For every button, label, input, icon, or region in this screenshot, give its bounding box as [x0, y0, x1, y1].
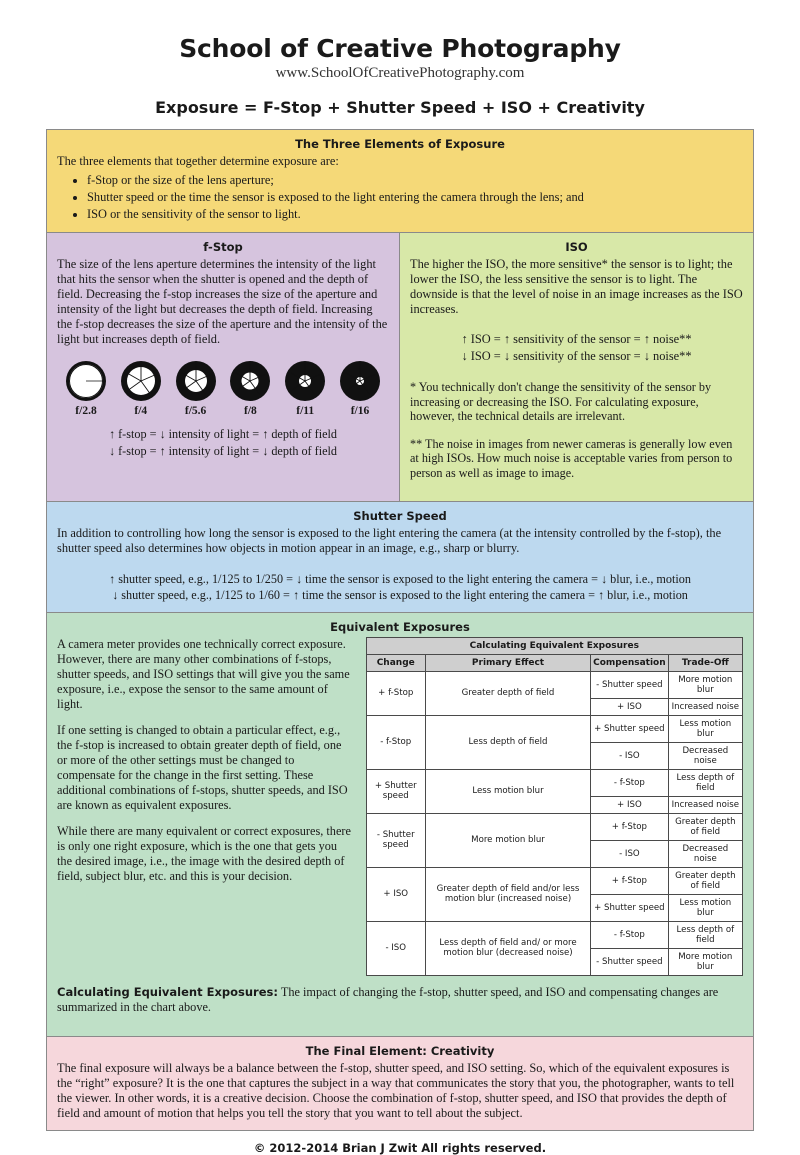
copyright-notice: © 2012-2014 Brian J Zwit All rights reserved.: [253, 1141, 547, 1155]
list-item: • f-Stop or the size of the lens aperture;: [87, 172, 743, 188]
table-description-text: The impact of changing the f-stop, shutter speed, and ISO and compensating changes are summarized in the chart above.: [57, 984, 719, 1014]
shutter-rule-up: ↑ shutter speed, e.g., 1/125 to 1/250 = ↓ time the sensor is exposed to the light entering the camera = ↓ blur, i.e., motion: [109, 571, 691, 586]
cell-tradeoff: More motion blur: [668, 948, 742, 975]
cell-compensation: - Shutter speed: [591, 948, 669, 975]
table-row: [366, 769, 742, 796]
cell-compensation: + Shutter speed: [591, 894, 669, 921]
table-row: [366, 715, 742, 742]
shutter-rules: [57, 571, 743, 604]
cell-compensation: - ISO: [591, 742, 669, 769]
equivalent-paragraph: If one setting is changed to obtain a particular effect, e.g., the f-stop is increased to obtain greater depth of field, one or more of the other settings must be changed to compensate for the change in the first setting. These additional combinations of f-stops, shutter speeds, and ISO are known as equivalent exposures.: [57, 722, 348, 812]
page-title: School of Creative Photography: [179, 34, 621, 63]
cell-effect: More motion blur: [425, 813, 590, 867]
final-title: The Final Element: Creativity: [305, 1043, 495, 1058]
table-description: [57, 985, 743, 1015]
equivalent-title: Equivalent Exposures: [330, 619, 470, 634]
aperture-item: [280, 359, 330, 417]
cell-change: + ISO: [366, 867, 425, 921]
aperture-item: [116, 359, 166, 417]
cell-tradeoff: Less motion blur: [668, 715, 742, 742]
cell-tradeoff: Increased noise: [668, 698, 742, 715]
aperture-item: [225, 359, 275, 417]
fstop-title: f-Stop: [203, 239, 243, 254]
aperture-item: [335, 359, 385, 417]
three-elements-title: The Three Elements of Exposure: [295, 137, 505, 151]
shutter-body: In addition to controlling how long the sensor is exposed to the light entering the camera (at the intensity controlled by the f-stop), the shutter speed also determines how objects in motion appear in an image, e.g., sharp or blurry.: [57, 526, 722, 556]
aperture-icon: [171, 359, 221, 403]
cell-compensation: - Shutter speed: [591, 671, 669, 698]
site-url: www.SchoolOfCreativePhotography.com: [275, 65, 525, 81]
equivalent-text: [57, 637, 354, 976]
cell-compensation: - f-Stop: [591, 921, 669, 948]
cell-change: - Shutter speed: [366, 813, 425, 867]
cell-effect: Less depth of field: [425, 715, 590, 769]
cell-tradeoff: Decreased noise: [668, 840, 742, 867]
fstop-rule-up: ↑ f-stop = ↓ intensity of light = ↑ depth of field: [108, 427, 338, 442]
aperture-icon: [225, 359, 275, 403]
table-row: [366, 671, 742, 698]
fstop-column: [47, 233, 400, 502]
cell-effect: Greater depth of field and/or less motion blur (increased noise): [425, 867, 590, 921]
cell-tradeoff: Less depth of field: [668, 769, 742, 796]
column-header: Trade-Off: [668, 654, 742, 671]
cell-change: + Shutter speed: [366, 769, 425, 813]
iso-rule-down: ↓ ISO = ↓ sensitivity of the sensor = ↓ noise**: [461, 349, 692, 364]
iso-footnote-1: * You technically don't change the sensitivity of the sensor by increasing or decreasing the ISO. For calculating exposure, however, the technical details are irrelevant.: [410, 379, 712, 424]
three-elements-intro: The three elements that together determine exposure are:: [57, 154, 339, 168]
aperture-label: f/2.8: [75, 405, 97, 418]
cell-compensation: - ISO: [591, 840, 669, 867]
list-item: • Shutter speed or the time the sensor is exposed to the light entering the camera through the lens; and: [87, 189, 743, 205]
iso-rule-up: ↑ ISO = ↑ sensitivity of the sensor = ↑ noise**: [461, 332, 692, 346]
cell-tradeoff: More motion blur: [668, 671, 742, 698]
column-header: Primary Effect: [425, 654, 590, 671]
shutter-title: Shutter Speed: [353, 509, 447, 524]
fstop-body: The size of the lens aperture determines the intensity of the light that hits the sensor when the shutter is opened and the depth of field. Decreasing the f-stop increases the size of the aperture and intensity of the light but decreases the depth of field. Increasing the f-stop decreases the size of the aperture and the intensity of the light but increases depth of field.: [57, 256, 388, 347]
section-final-element: [46, 1037, 754, 1132]
cell-change: - f-Stop: [366, 715, 425, 769]
three-elements-list: [57, 172, 743, 222]
iso-body: The higher the ISO, the more sensitive* the sensor is to light; the lower the ISO, the less sensitive the sensor is to light. The downside is that the level of noise in an image increases as the ISO increases.: [410, 256, 743, 316]
fstop-rules: [57, 426, 389, 459]
section-shutter-speed: [46, 502, 754, 612]
aperture-label: f/4: [134, 405, 148, 418]
table-caption: Calculating Equivalent Exposures: [366, 637, 742, 654]
cell-change: - ISO: [366, 921, 425, 975]
cell-compensation: - f-Stop: [591, 769, 669, 796]
cell-effect: Greater depth of field: [425, 671, 590, 715]
iso-footnote-2: ** The noise in images from newer cameras is generally low even at high ISOs. How much noise is acceptable varies from person to person as well as image to image.: [410, 436, 733, 481]
aperture-label: f/16: [350, 405, 370, 418]
list-item: • ISO or the sensitivity of the sensor to light.: [87, 206, 743, 222]
cell-tradeoff: Greater depth of field: [668, 867, 742, 894]
table-row: [366, 921, 742, 948]
iso-column: [400, 233, 753, 502]
aperture-item: [61, 359, 111, 417]
aperture-diagram-row: [61, 359, 385, 417]
cell-compensation: + f-Stop: [591, 867, 669, 894]
cell-tradeoff: Greater depth of field: [668, 813, 742, 840]
aperture-icon: [280, 359, 330, 403]
column-header: Compensation: [591, 654, 669, 671]
cell-compensation: + ISO: [591, 698, 669, 715]
aperture-label: f/11: [296, 405, 315, 418]
cell-tradeoff: Increased noise: [668, 796, 742, 813]
final-body: The final exposure will always be a balance between the f-stop, shutter speed, and ISO setting. So, which of the equivalent exposures is the “right” exposure? It is the one that captures the subject in a way that communicates the story that you, the photographer, wants to tell the viewer. In other words, it is a creative decision. Choose the combination of f-stop, shutter speed, and ISO that provides the depth of field and amount of motion that helps you tell the story that you want to tell about the subject.: [57, 1060, 735, 1121]
cell-compensation: + ISO: [591, 796, 669, 813]
section-fstop-iso: [46, 233, 754, 503]
exposure-formula: Exposure = F-Stop + Shutter Speed + ISO + Creativity: [155, 98, 645, 117]
iso-rules: [410, 331, 743, 366]
section-equivalent-exposures: [46, 613, 754, 1037]
table-description-label: Calculating Equivalent Exposures:: [57, 984, 278, 999]
aperture-icon: [61, 359, 111, 403]
aperture-icon: [116, 359, 166, 403]
fstop-rule-down: ↓ f-stop = ↑ intensity of light = ↓ depth of field: [108, 443, 338, 458]
equivalent-paragraph: A camera meter provides one technically correct exposure. However, there are many other combinations of f-stops, shutter speeds, and ISO settings that will give you the same exposure, i.e., expose the sensor to the same amount of light.: [57, 636, 350, 711]
cell-tradeoff: Less depth of field: [668, 921, 742, 948]
aperture-label: f/5.6: [184, 405, 207, 418]
aperture-label: f/8: [244, 405, 257, 418]
cell-tradeoff: Less motion blur: [668, 894, 742, 921]
equivalent-paragraph: While there are many equivalent or correct exposures, there is only one right exposure, which is the one that gets you the desired image, i.e., the image with the desired depth of field, subject blur, etc. and this is your decision.: [57, 823, 351, 883]
cell-tradeoff: Decreased noise: [668, 742, 742, 769]
cell-compensation: + f-Stop: [591, 813, 669, 840]
section-three-elements: [46, 129, 754, 233]
shutter-rule-down: ↓ shutter speed, e.g., 1/125 to 1/60 = ↑ time the sensor is exposed to the light entering the camera = ↑ blur, i.e., motion: [112, 588, 688, 603]
table-row: [366, 867, 742, 894]
table-row: [366, 813, 742, 840]
aperture-icon: [335, 359, 385, 403]
iso-title: ISO: [565, 239, 588, 254]
cell-effect: Less motion blur: [425, 769, 590, 813]
equivalent-exposures-table: [366, 637, 743, 976]
column-header: Change: [366, 654, 425, 671]
cell-change: + f-Stop: [366, 671, 425, 715]
cell-effect: Less depth of field and/ or more motion blur (decreased noise): [425, 921, 590, 975]
cell-compensation: + Shutter speed: [591, 715, 669, 742]
aperture-item: [171, 359, 221, 417]
